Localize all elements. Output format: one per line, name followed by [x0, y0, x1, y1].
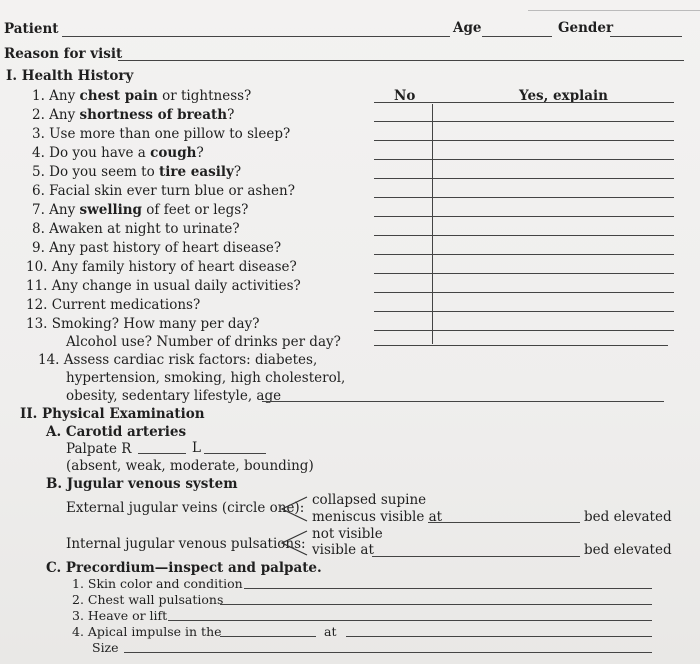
reason-field[interactable] [118, 60, 684, 61]
history-item-1-part-3: or tightness? [157, 88, 252, 104]
history-item-6-answer-line[interactable] [374, 197, 674, 198]
history-item-12 [26, 297, 200, 313]
precordium-item-4a-field[interactable] [220, 636, 316, 637]
internal-brace-icon [279, 528, 309, 558]
history-item-2-part-1: 2. Any [32, 107, 80, 123]
gender-label: Gender [558, 20, 614, 36]
history-item-13-part-1: 13. Smoking? How many per day? [26, 316, 260, 332]
precordium-at: at [324, 624, 337, 639]
history-item-11-answer-line[interactable] [374, 292, 674, 293]
patient-field[interactable] [62, 36, 450, 37]
external-jugular-label: External jugular veins (circle one): [66, 500, 305, 516]
history-item-4-part-2: cough [150, 145, 197, 161]
precordium-item-2: 2. Chest wall pulsations [72, 592, 224, 607]
history-item-8-part-1: 8. Awaken at night to urinate? [32, 221, 240, 237]
item-13-alcohol: Alcohol use? Number of drinks per day? [66, 334, 341, 350]
history-item-10-part-1: 10. Any family history of heart disease? [26, 259, 297, 275]
history-item-4-part-3: ? [196, 145, 204, 161]
ext-meniscus-field[interactable] [428, 522, 580, 523]
patient-label: Patient [4, 21, 59, 37]
ext-option-meniscus[interactable]: meniscus visible at [312, 509, 443, 525]
history-item-13 [26, 316, 259, 332]
history-item-6-part-1: 6. Facial skin ever turn blue or ashen? [32, 183, 295, 199]
history-item-1-part-2: chest pain [79, 88, 158, 104]
item-13-yes-field[interactable] [432, 345, 668, 346]
history-item-5-answer-line[interactable] [374, 178, 674, 179]
history-item-8 [32, 221, 240, 237]
precordium-item-4: 4. Apical impulse in the [72, 624, 222, 639]
history-item-3-answer-line[interactable] [374, 140, 674, 141]
precordium-size-field[interactable] [124, 652, 652, 653]
precordium-title: C. Precordium—inspect and palpate. [46, 560, 322, 576]
history-item-11-part-1: 11. Any change in usual daily activities? [26, 278, 301, 294]
ext-bed-elevated: bed elevated [584, 509, 672, 525]
history-item-10-answer-line[interactable] [374, 273, 674, 274]
history-item-9-answer-line[interactable] [374, 254, 674, 255]
physical-exam-title: II. Physical Examination [20, 406, 205, 422]
precordium-item-1-field[interactable] [244, 588, 652, 589]
item-14-line3: obesity, sedentary lifestyle, age [66, 388, 282, 404]
history-item-4-answer-line[interactable] [374, 159, 674, 160]
history-item-5 [32, 164, 241, 180]
history-item-12-part-1: 12. Current medications? [26, 297, 201, 313]
precordium-item-1: 1. Skin color and condition [72, 576, 243, 591]
col-yes-header: Yes, explain [519, 88, 608, 104]
int-bed-elevated: bed elevated [584, 542, 672, 558]
history-item-1-part-1: 1. Any [32, 88, 80, 104]
history-item-7-part-1: 7. Any [32, 202, 80, 218]
history-item-13-answer-line[interactable] [374, 330, 674, 331]
age-field[interactable] [482, 36, 552, 37]
ext-option-collapsed[interactable]: collapsed supine [312, 492, 427, 508]
age-label: Age [453, 20, 482, 36]
jugular-title: B. Jugular venous system [46, 476, 238, 492]
history-item-2-part-3: ? [227, 107, 235, 123]
precordium-item-2-field[interactable] [220, 604, 652, 605]
int-option-not-visible[interactable]: not visible [312, 526, 383, 542]
gender-field[interactable] [610, 36, 682, 37]
item-14-field[interactable] [262, 401, 664, 402]
internal-jugular-label: Internal jugular venous pulsations: [66, 536, 306, 552]
history-item-8-answer-line[interactable] [374, 235, 674, 236]
external-brace-icon [279, 494, 309, 524]
history-item-2-answer-line[interactable] [374, 121, 674, 122]
palpate-r-field[interactable] [138, 453, 186, 454]
precordium-size: Size [92, 640, 119, 655]
precordium-item-4b-field[interactable] [346, 636, 652, 637]
palpate-l-label: L [192, 440, 201, 456]
item-13-no-field[interactable] [374, 345, 432, 346]
history-item-4 [32, 145, 204, 161]
carotid-scale: (absent, weak, moderate, bounding) [66, 458, 314, 474]
precordium-item-3-field[interactable] [168, 620, 652, 621]
history-item-5-part-3: ? [233, 164, 242, 180]
column-divider [432, 104, 433, 344]
top-rule [528, 10, 700, 11]
history-item-10 [26, 259, 297, 275]
history-item-1 [32, 88, 251, 104]
history-item-3 [32, 126, 290, 142]
history-item-11 [26, 278, 301, 294]
palpate-r-label: Palpate R [66, 441, 132, 457]
palpate-l-field[interactable] [204, 453, 266, 454]
history-item-9-part-1: 9. Any past history of heart disease? [32, 240, 282, 256]
history-item-4-part-1: 4. Do you have a [32, 145, 151, 161]
int-visible-field[interactable] [372, 556, 580, 557]
history-item-2-part-2: shortness of breath [79, 107, 228, 123]
history-item-7 [32, 202, 248, 218]
history-item-1-answer-line[interactable] [374, 102, 674, 103]
item-14-line2: hypertension, smoking, high cholesterol, [66, 370, 346, 386]
history-item-9 [32, 240, 281, 256]
history-item-6 [32, 183, 295, 199]
history-item-3-part-1: 3. Use more than one pillow to sleep? [32, 126, 291, 142]
history-item-12-answer-line[interactable] [374, 311, 674, 312]
col-no-header: No [394, 88, 416, 104]
precordium-item-3: 3. Heave or lift [72, 608, 168, 623]
history-item-7-part-2: swelling [79, 202, 142, 218]
history-item-2 [32, 107, 234, 123]
history-item-5-part-1: 5. Do you seem to [32, 164, 159, 180]
history-item-7-answer-line[interactable] [374, 216, 674, 217]
item-14-line1: 14. Assess cardiac risk factors: diabetes, [38, 352, 318, 368]
health-history-title: I. Health History [6, 68, 134, 84]
carotid-title: A. Carotid arteries [46, 424, 187, 440]
history-item-7-part-3: of feet or legs? [142, 202, 249, 218]
history-item-5-part-2: tire easily [159, 164, 234, 180]
int-option-visible-at[interactable]: visible at [312, 542, 374, 558]
reason-label: Reason for visit [4, 46, 123, 62]
